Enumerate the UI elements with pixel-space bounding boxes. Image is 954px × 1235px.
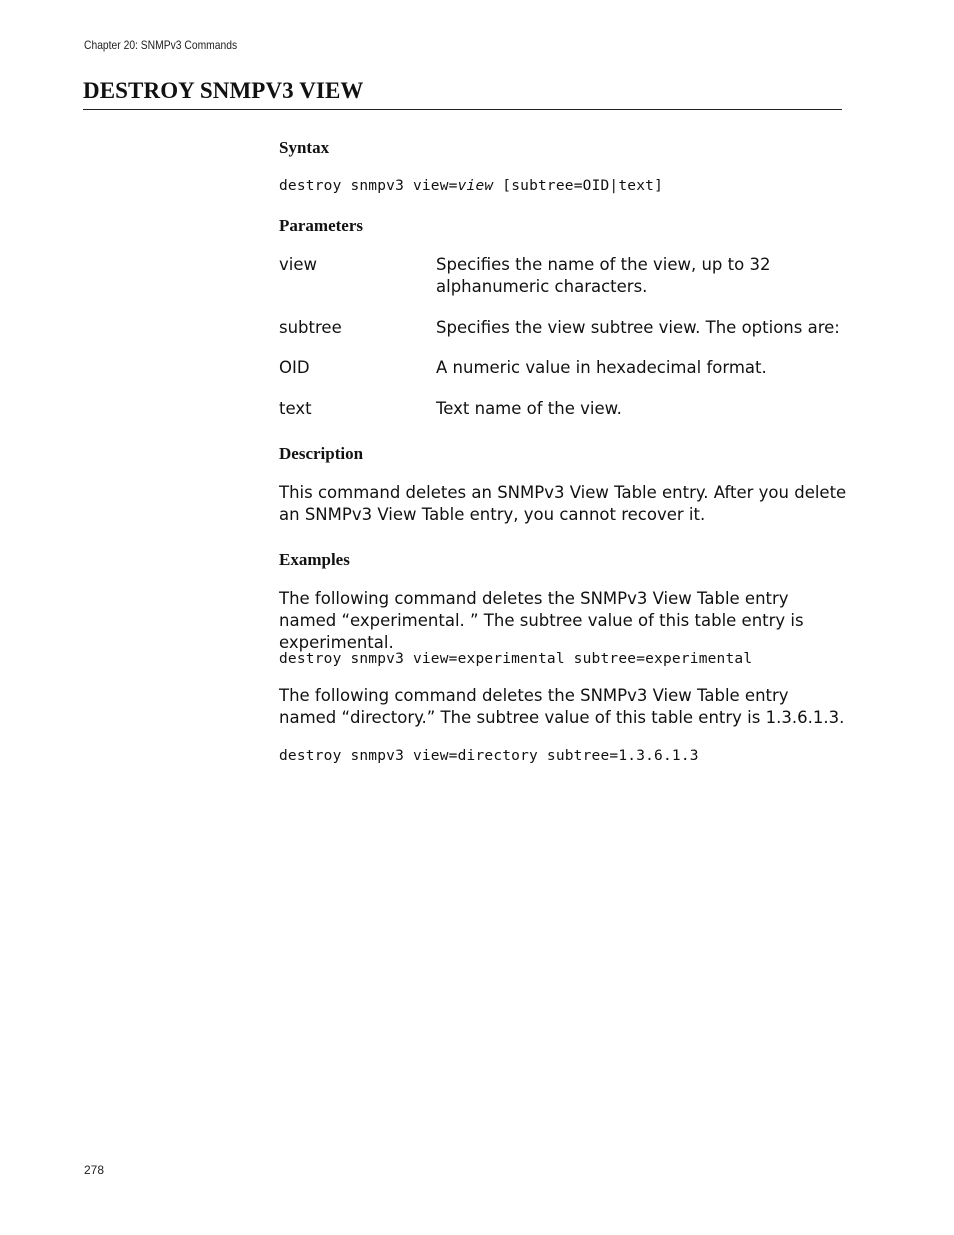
parameters-heading: Parameters (279, 216, 364, 235)
running-header: Chapter 20: SNMPv3 Commands (84, 38, 238, 52)
syntax-command-argument: view (457, 178, 494, 194)
parameter-description: Text name of the view. (436, 399, 622, 418)
syntax-command-suffix: [subtree=OID|text] (493, 178, 664, 194)
page-number: 278 (84, 1163, 105, 1177)
example-text: The following command deletes the SNMPv3 View Table entry named “experimental. ” The subtree value of this table entry is experimental. (279, 589, 804, 652)
parameter-description: Specifies the view subtree view. The options are: (436, 318, 840, 337)
title-divider (83, 109, 842, 110)
syntax-command-prefix: destroy snmpv3 view= (279, 178, 458, 194)
example-text: The following command deletes the SNMPv3 View Table entry named “directory.” The subtree value of this table entry is 1.3.6.1.3. (279, 686, 845, 727)
example-command: destroy snmpv3 view=directory subtree=1.3.6.1.3 (279, 748, 699, 764)
parameter-description: Specifies the name of the view, up to 32 alphanumeric characters. (436, 255, 771, 296)
parameter-name: text (279, 399, 312, 418)
page-title: DESTROY SNMPV3 VIEW (83, 78, 364, 103)
example-command: destroy snmpv3 view=experimental subtree=experimental (279, 651, 753, 667)
examples-heading: Examples (279, 550, 350, 569)
description-heading: Description (279, 444, 364, 463)
parameter-name: view (279, 255, 317, 274)
description-text: This command deletes an SNMPv3 View Table entry. After you delete an SNMPv3 View Table entry, you cannot recover it. (279, 483, 847, 524)
parameter-description: A numeric value in hexadecimal format. (436, 358, 767, 377)
syntax-heading: Syntax (279, 138, 330, 157)
parameter-name: subtree (279, 318, 342, 337)
parameter-name: OID (279, 358, 310, 377)
syntax-command (279, 178, 663, 194)
